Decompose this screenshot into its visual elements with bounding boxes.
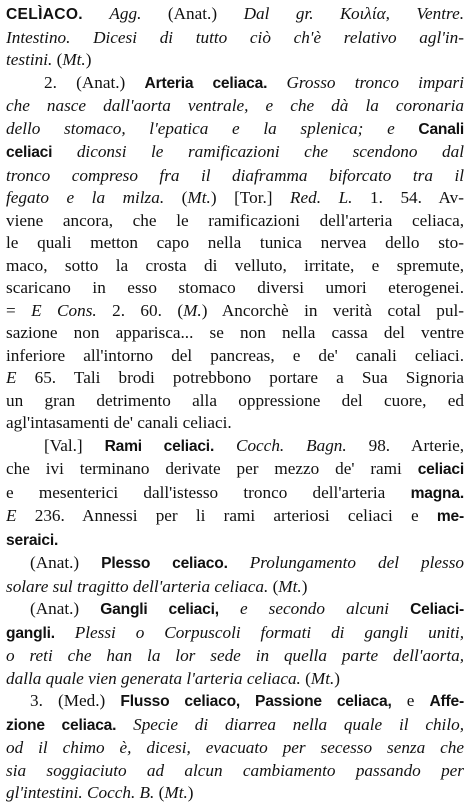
italic-text: Dal gr. Κοιλία, Ventre.: [243, 4, 464, 23]
entry-line: [6, 118, 464, 142]
text-run: agl'intasamenti de' canali celiaci.: [6, 413, 232, 432]
italic-text: e: [363, 118, 419, 138]
italic-text: Red. L.: [290, 188, 353, 207]
italic-text: E Cons.: [31, 300, 97, 320]
bold-term: Celiaci-: [410, 601, 464, 618]
bold-term: Arteria celiaca.: [144, 74, 268, 92]
bold-term: Gangli celiaci,: [100, 601, 219, 618]
entry-line: [6, 27, 464, 50]
text-run: 98. Arterie,: [346, 435, 464, 455]
text-run: (: [154, 783, 165, 802]
italic-text: dello stomaco, l'epatica e la splenica;: [6, 118, 364, 138]
italic-text: Mt.: [62, 50, 86, 69]
italic-text: Mt.: [187, 188, 211, 207]
text-run: e mesenterici dall'istesso tronco dell'arteria: [6, 482, 411, 502]
italic-text: E: [6, 368, 17, 387]
bold-term: Affe-: [429, 693, 464, 710]
bold-term: magna.: [410, 484, 464, 502]
italic-text: che nasce dall'aorta ventrale, e che dà la coronaria: [6, 96, 464, 115]
text-run: (: [300, 668, 311, 688]
bold-term: celiaci: [417, 461, 464, 478]
italic-text: Plessi o Corpuscoli formati di gangli uniti,: [54, 622, 464, 642]
italic-text: sia soggiaciuto ad alcun cambiamento passando per: [6, 760, 464, 780]
entry-line: [6, 345, 464, 368]
text-run: (Anat.): [30, 553, 102, 572]
italic-text: Mt.: [310, 668, 335, 688]
entry-line: [6, 300, 464, 323]
text-run: un gran detrimento alla oppressione del cuore, ed: [6, 390, 464, 410]
entry-line: [6, 760, 464, 783]
entry-line: [6, 72, 464, 96]
entry-line: [6, 482, 464, 506]
italic-text: Prolungamento del plesso: [227, 553, 464, 572]
italic-text: Mt.: [278, 576, 302, 596]
italic-text: fegato e la milza.: [6, 188, 165, 207]
text-run: [214, 436, 236, 455]
italic-text: M.: [183, 300, 202, 320]
bold-term: Flusso celiaco, Passione celiaca,: [120, 693, 392, 710]
text-run: [83, 4, 110, 23]
italic-text: Agg.: [109, 4, 142, 23]
entry-line: [6, 622, 464, 646]
entry-line: [6, 668, 464, 691]
italic-text: Grosso tronco impari: [267, 72, 464, 92]
text-run: [Val.]: [44, 435, 105, 455]
entry-line: [6, 322, 464, 345]
bold-term: celiaci: [6, 144, 53, 161]
text-run: e: [391, 691, 430, 710]
italic-text: dalla quale vien generata l'arteria celiaca.: [6, 668, 301, 688]
entry-line: [6, 165, 464, 188]
text-run: maco, sotto la crosta di velluto, irritate, e spremute,: [6, 255, 464, 275]
text-run: viene ancora, che le ramificazioni dell'arteria celiaca,: [6, 210, 464, 230]
italic-text: solare sul tragitto dell'arteria celiaca.: [6, 576, 269, 596]
text-run: (: [52, 50, 63, 69]
entry-line: [6, 187, 464, 210]
bold-term: me-: [436, 508, 464, 525]
italic-text: gl'intestini.: [6, 783, 83, 802]
entry-line: [6, 458, 464, 482]
italic-text: testini.: [6, 50, 53, 69]
italic-text: Mt.: [164, 783, 188, 802]
italic-text: o reti che han la lor sede in quella parte dell'aorta,: [6, 646, 464, 665]
entry-line: [6, 737, 464, 760]
text-run: che ivi terminano derivate per mezzo de' rami: [6, 459, 418, 478]
text-run: sazione non apparisca... se non nella cassa del ventre: [6, 323, 464, 342]
entry-line: [6, 49, 464, 72]
text-run: ): [187, 783, 194, 802]
bold-term: gangli.: [6, 624, 55, 642]
headword: CELÌACO.: [6, 6, 83, 23]
entry-line: [6, 412, 464, 435]
entry-line: [6, 210, 464, 233]
entry-line: [6, 529, 464, 553]
italic-text: Cocch. B.: [87, 783, 155, 802]
entry-line: [6, 367, 464, 390]
entry-line: [6, 552, 464, 576]
text-run: =: [6, 300, 32, 320]
entry-line: [6, 690, 464, 714]
bold-term: Canali: [418, 120, 464, 138]
entry-line: [6, 714, 464, 738]
italic-text: Intestino. Dicesi di tutto ciò ch'è relativo agl'in-: [6, 27, 464, 47]
text-run: inferiore all'intorno del pancreas, e de' canali celiaci.: [6, 345, 464, 365]
text-run: scaricano in esso stomaco diversi umori eterogenei.: [6, 278, 464, 297]
text-run: 2.: [44, 72, 57, 92]
text-run: ) Ancorchè in verità cotal pul-: [201, 300, 464, 320]
entry-line: [6, 782, 464, 805]
text-run: 3. (Med.): [30, 691, 121, 710]
text-run: ): [334, 668, 340, 688]
text-run: (: [164, 188, 188, 207]
text-run: ): [301, 576, 308, 596]
entry-line: [6, 232, 464, 255]
text-run: (: [268, 576, 279, 596]
text-run: le quali metton capo nella tunica nervea dello sto-: [6, 233, 464, 252]
text-run: (Anat.): [56, 72, 145, 92]
italic-text: Cocch. Bagn.: [236, 435, 347, 455]
entry-line: [6, 3, 464, 27]
text-run: (Anat.): [30, 599, 101, 618]
entry-line: [6, 576, 464, 599]
entry-line: [6, 505, 464, 529]
text-run: ): [85, 50, 92, 69]
bold-term: zione celiaca.: [6, 716, 117, 734]
bold-term: seraici.: [6, 531, 59, 549]
text-run: 2. 60. (: [96, 300, 184, 320]
entry-line: [6, 255, 464, 278]
italic-text: diconsi le ramificazioni che scendono dal: [52, 142, 464, 161]
entry-line: [6, 95, 464, 118]
italic-text: e secondo alcuni: [218, 599, 411, 618]
italic-text: tronco compreso fra il diaframma biforcato tra il: [6, 165, 464, 185]
entry-line: [6, 435, 464, 459]
text-run: 1. 54. Av-: [352, 188, 464, 207]
entry-line: [6, 598, 464, 622]
text-run: 236. Annessi per li rami arteriosi celiaci e: [16, 506, 437, 525]
bold-term: Rami celiaci.: [104, 437, 215, 455]
entry-line: [6, 390, 464, 413]
entry-line: [6, 645, 464, 668]
text-run: ) [Tor.]: [210, 188, 291, 207]
bold-term: Plesso celiaco.: [101, 555, 228, 572]
text-run: (Anat.): [141, 4, 244, 23]
entry-line: [6, 277, 464, 300]
entry-line: [6, 141, 464, 165]
italic-text: E: [6, 506, 17, 525]
italic-text: od il chimo è, dicesi, evacuato per secesso senza che: [6, 738, 464, 757]
text-run: 65. Tali brodi potrebbono portare a Sua Signoria: [16, 368, 464, 387]
italic-text: Specie di diarrea nella quale il chilo,: [116, 714, 464, 734]
